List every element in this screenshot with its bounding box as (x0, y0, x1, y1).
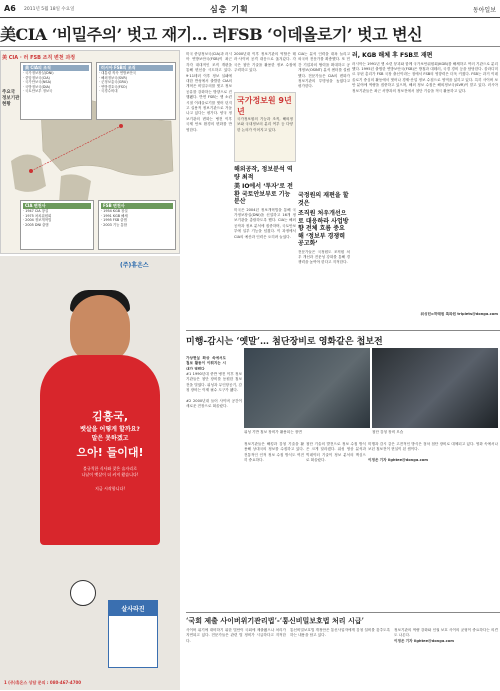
article1-sub6: 조직원 처우개선으로 대응하라 사업방향 전체 흐름 중요해 ‘정보부 경쟁력 공고화’ (298, 210, 349, 247)
ad-sub-c: 지금 시작합니다! (95, 486, 125, 491)
article2-col3: 첨단 기술의 발전으로 정보 수집 방식은 크게 달라졌다. 위성 영상 분석과 빅데이터 기술이 정보 분석의 핵심으로 떠올랐다. (306, 442, 366, 463)
side-caption: 주요국 정보기관 현황 (2, 90, 20, 107)
article1-sub2: 해외공작, 정보분석 역량 최적 (234, 166, 293, 181)
product-box (108, 600, 158, 668)
ad-phone: 1 (주)휴온스 상담 문의 : 080-467-4700 (4, 680, 82, 685)
infographic-title: 美 CIA · 러 FSB 조직 변천 과정 (2, 55, 76, 61)
article2-photo-2 (372, 348, 498, 428)
article2-col2: 정보기관들은 해킹과 감청 기술을 활용해 상대국의 정보를 수집하고 있다. 전통적인 인적 정보 수집 방식도 여전히 중요하다. (244, 442, 304, 463)
ad-sub-b: 나날이 뱃살이 더 커져 왔습니다! (81, 472, 139, 477)
page-number: A6 (4, 4, 16, 13)
article3-col2: 통신비밀보호법 개정안은 통신사업자에게 감청 설비를 갖추도록 하는 내용을 담고 있다. (290, 628, 390, 638)
cia-history-title: CIA 변천사 (23, 203, 91, 209)
cia-history-box: CIA 변천사 · 1947 CIA 창설 · 1975 처치위원회 · 2004 정보개혁법 · 2005 DNI 출범 (20, 200, 94, 250)
article2-intro: 가상현실 화상 속에서도 첩보 활동이 이뤄지는 시대가 열렸다 (186, 356, 226, 370)
article3-col1: 사이버 위기에 대비하기 위한 법안이 국회에 제출됐으나 처리가 지연되고 있다. 전문가들은 관련 법 정비가 시급하다고 지적한다. (186, 628, 286, 643)
soccer-ball-icon (70, 580, 96, 606)
fsb-history-box: FSB 변천사 · 1954 KGB 창설 · 1991 KGB 해체 · 1995 FSB 출범 · 2003 기능 통합 (98, 200, 176, 250)
cia-org-title: 美 CIA의 조직 (23, 65, 89, 71)
nis-box-title: 국가정보원 9년년 (237, 96, 292, 116)
ad-line2: 뱃살을 어떻게 할까요? (80, 426, 140, 433)
article1-col2: 2000년대 이후 정보기관의 역할은 테러·사이버 공격 대응으로 옮겨갔다. 각국은 첨단 기술을 활용한 정보 수집에 주력하고 있다. 국가정보원 9년년 국가정보원의 기능과 조직, 해외정보와 국내정보의 분리 여부 등 다양한 논의가 이어지고 있다. 해외공작, 정보분석 역량 최적 美 IO에서 ‘투자’로 전환 국토안보부로 기능 분산 미국은 2004년 정보개혁법을 통해 국가정보장실(DNI)을 신설하고 16개 정보기관을 총괄하도록 했다. CIA는 해외 공작과 정보 분석에 집중하며, 국토안보부에 일부 기능을 넘겼다. 이 과정에서 CIA의 예산과 인력은 오히려 늘었다. (234, 52, 296, 239)
article1-sub3: 美 IO에서 ‘투자’로 전환 국토안보부로 기능 분산 (234, 183, 293, 205)
ad-line3: 말은 못하겠고 (91, 435, 129, 442)
publisher-logo: 동아일보 (472, 7, 496, 14)
section-title: 심층 기획 (210, 5, 249, 14)
article1-col3: CIA는 분석 인력을 대폭 늘리고 외국어 전문가를 확충했다. 또 민간 기업과의 협력을 확대하고 공개정보(OSINT) 분석 센터를 설립했다. 전문가들은 CIA의 변화가 정보기관의 투명성을 높였다고 평가한다. 국정원의 재편을 할 것은 조직원 처우개선으로 대응하라 사업방향 전체 흐름 중요해 ‘정보부 경쟁력 공고화’ 전문가들은 국정원도 조직원 처우 개선과 전문성 강화를 통해 경쟁력을 높여야 한다고 지적한다. (298, 52, 350, 265)
article1-col1: 미국 중앙정보국(CIA)과 러시아 연방보안국(FSB)이 최근 각각 대대적인 조직 개편을 통해 변신을 시도하고 있다. 9·11테러 이후 정보 실패에 대한 반성에서 출발한 CIA의 개혁은 비밀주의를 벗고 정보 공유를 강화하는 방향으로 진행됐다. 반면 FSB는 옛 소련 시절 이데올로기를 벗어 던지고 실용적 정보기관으로 거듭나고 있다는 평가다. 양국 정보기관의 변화는 냉전 이후 국제 안보 환경의 변화를 반영한다. (186, 52, 232, 132)
fsb-history-title: FSB 변천사 (101, 203, 173, 209)
nis-box: 국가정보원 9년년 국가정보원의 기능과 조직, 해외정보와 국내정보의 분리 여부 등 다양한 논의가 이어지고 있다. (234, 92, 296, 162)
article2-col4: 미행과 감시 같은 고전적인 방식은 점차 첨단 장비로 대체되고 있다. 영화 속에서나 보던 첩보전이 현실이 된 셈이다. 이정은 기자 lightee@donga.com (368, 442, 498, 463)
article3-byline: 이정은 기자 lightee@donga.com (394, 638, 454, 643)
ad-sub-a: 불규칙한 식사와 잦은 술자리로 (82, 466, 138, 471)
page-date: 2011년 5월 18일 수요일 (24, 7, 75, 12)
article1-sub5: 국정원의 재편을 할 것은 (298, 192, 349, 207)
article1-byline: 워싱턴=하태원 특파원 triplets@donga.com (420, 311, 498, 316)
article2-col1: #1 1990년대 중반 냉전 이후 정보기관들은 첨단 장비를 동원한 첩보전을 벌였다. 위성과 무인항공기, 감청 장비는 이제 필수 도구가 됐다. #2 2000년대 들어 사이버 공간이 새로운 전장으로 떠올랐다. (186, 372, 242, 409)
product-name: 살사라진 (109, 601, 157, 616)
article3-headline: ‘국회 제출 사이버위기관리법’-‘통신비밀보호법 처리 시급’ (186, 616, 364, 625)
article2-photo-1 (244, 348, 370, 428)
page-header (0, 0, 500, 18)
main-headline: 美CIA ‘비밀주의’ 벗고 재기… 러FSB ‘이데올로기’ 벗고 변신 (0, 25, 423, 44)
article1-sub4: 러, KGB 해체 후 FSB로 재편 (352, 52, 433, 59)
fsb-org-title: 러시아 FSB의 조직 (99, 65, 173, 71)
article2-caption-1: 위성 기반 첩보 장비가 활용되는 장면 (244, 430, 302, 434)
article3-divider (186, 612, 500, 613)
ad-line4: 으아! 들이대! (76, 446, 144, 459)
article2-divider (186, 330, 500, 331)
fsb-org-box: 러시아 FSB의 조직 · 대통령 직속 연방보안국 · 해외정보국(SVR) · 군정보총국(GRU) · 연방경호국(FSO) · 국경수비대 (96, 62, 176, 120)
article1-col4: 러, KGB 해체 후 FSB로 재편 러시아는 1991년 옛 소련 붕괴와 함께 국가보안위원회(KGB)를 해체하고 여러 기관으로 분리했다. 1995년 출범한 연방보안국(FSB)은 방첩과 대테러, 국경 경비 등을 담당한다. 블라디미르 푸틴 총리가 FSB 국장 출신이라는 점에서 FSB의 영향력은 더욱 커졌다. FSB는 과거 이데올로기 중심의 활동에서 벗어나 경제·산업 정보 수집으로 영역을 넓히고 있다. 특히 사이버 보안 분야에 역량을 집중하고 있으며, 해외 정보 수집은 해외정보국(SVR)이 맡고 있다. 러시아 정보기관들은 최근 서방과의 정보전에서 첨단 기술을 적극 활용하고 있다. 워싱턴=하태원 특파원 triplets@donga.com (352, 52, 498, 316)
ad-brand: (주)휴온스 (120, 262, 149, 269)
cia-org-box: 美 CIA의 조직 · 국가정보장실(DNI) · 중앙정보국(CIA) · 국가안보국(NSA) · 국방정보국(DIA) · 국토안보부 정보국 (20, 62, 92, 120)
ad-model-face (70, 295, 130, 363)
article3-col3: 정보기관의 역량 강화와 인권 보호 사이의 균형이 중요하다는 의견도 나온다. 이정은 기자 lightee@donga.com (394, 628, 498, 643)
ad-name-line: 김흥국, (91, 410, 129, 423)
article2-byline: 이정은 기자 lightee@donga.com (368, 458, 428, 463)
headline-divider (0, 46, 500, 47)
article2-caption-2: 첨단 감청 장비 모습 (372, 430, 404, 434)
article2-headline: 미행-감시는 ‘옛말’… 첨단장비로 영화같은 첩보전 (186, 337, 383, 347)
